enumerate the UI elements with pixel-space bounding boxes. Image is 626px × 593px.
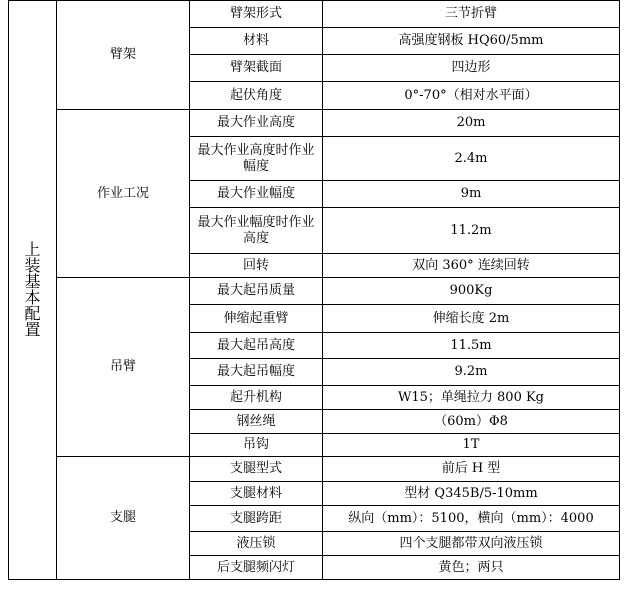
- spec-table: [8, 0, 620, 580]
- item-value: W15；单绳拉力 800 Kg: [323, 386, 620, 410]
- item-value: 四个支腿都带双向液压锁: [323, 532, 620, 556]
- section-label-char: 配: [24, 304, 41, 323]
- item-label: 伸缩起重臂: [190, 305, 323, 333]
- group-name: 吊臂: [57, 278, 190, 457]
- item-label: 起升机构: [190, 386, 323, 410]
- item-value: 黄色；两只: [323, 556, 620, 580]
- item-value: 型材 Q345B/5-10mm: [323, 482, 620, 506]
- item-value: 2.4m: [323, 137, 620, 181]
- item-label: 最大作业高度时作业幅度: [190, 137, 323, 181]
- section-label-char: 置: [24, 320, 41, 339]
- section-label-char: 本: [24, 288, 41, 307]
- item-label: 最大起吊高度: [190, 333, 323, 359]
- item-value: 高强度钢板 HQ60/5mm: [323, 28, 620, 55]
- item-label: 起伏角度: [190, 82, 323, 110]
- item-label: 臂架形式: [190, 1, 323, 28]
- item-label: 回转: [190, 254, 323, 278]
- item-label: 吊钩: [190, 434, 323, 457]
- section-label: [9, 1, 57, 580]
- item-label: 臂架截面: [190, 55, 323, 82]
- item-value: 11.5m: [323, 333, 620, 359]
- item-value: 三节折臂: [323, 1, 620, 28]
- item-value: 900Kg: [323, 278, 620, 305]
- group-name: 作业工况: [57, 110, 190, 278]
- item-value: 9.2m: [323, 359, 620, 386]
- group-name: 臂架: [57, 1, 190, 110]
- item-label: 支腿跨距: [190, 506, 323, 532]
- item-label: 支腿型式: [190, 457, 323, 482]
- item-value: 前后 H 型: [323, 457, 620, 482]
- section-label-char: 基: [24, 272, 41, 291]
- item-value: （60m）Φ8: [323, 410, 620, 434]
- item-value: 1T: [323, 434, 620, 457]
- item-label: 液压锁: [190, 532, 323, 556]
- item-value: 20m: [323, 110, 620, 137]
- item-value: 0°-70°（相对水平面）: [323, 82, 620, 110]
- item-value: 9m: [323, 181, 620, 208]
- item-label: 最大作业幅度时作业高度: [190, 208, 323, 254]
- group-name: 支腿: [57, 457, 190, 580]
- item-label: 后支腿频闪灯: [190, 556, 323, 580]
- item-value: 四边形: [323, 55, 620, 82]
- item-label: 支腿材料: [190, 482, 323, 506]
- item-label: 最大起吊幅度: [190, 359, 323, 386]
- section-label-char: 装: [24, 256, 41, 275]
- item-label: 最大作业高度: [190, 110, 323, 137]
- item-label: 最大起吊质量: [190, 278, 323, 305]
- item-value: 纵向（mm）：5100，横向（mm）：4000: [323, 506, 620, 532]
- item-value: 伸缩长度 2m: [323, 305, 620, 333]
- section-label-char: 上: [24, 240, 41, 259]
- item-label: 材料: [190, 28, 323, 55]
- item-label: 最大作业幅度: [190, 181, 323, 208]
- item-value: 11.2m: [323, 208, 620, 254]
- item-value: 双向 360° 连续回转: [323, 254, 620, 278]
- item-label: 钢丝绳: [190, 410, 323, 434]
